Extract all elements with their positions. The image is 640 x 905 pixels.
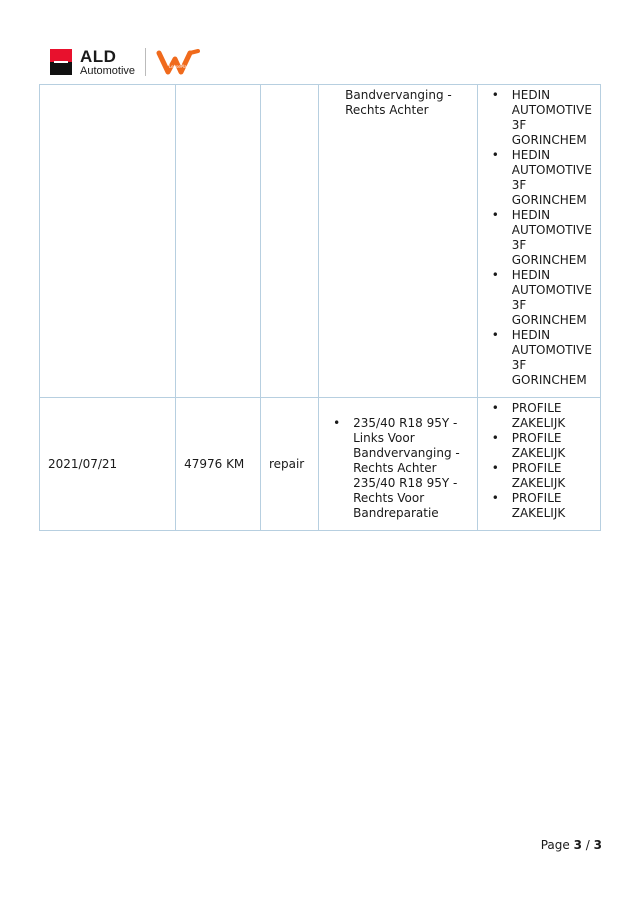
total-pages: 3	[593, 838, 602, 852]
maintenance-table	[39, 84, 601, 531]
mileage-cell: 47976 KM	[176, 398, 261, 531]
list-item: • HEDIN AUTOMOTIVE 3F GORINCHEM	[486, 328, 592, 388]
leaseplan-logo-icon	[156, 48, 202, 76]
brand-name: ALD	[80, 46, 117, 66]
brand-sub: Automotive	[80, 64, 136, 77]
header-logos	[50, 47, 202, 77]
list-item: • 235/40 R18 95Y - Links Voor Bandvervanging - Rechts Achter 235/40 R18 95Y - Rechts Voor Bandreparatie	[327, 416, 469, 521]
table-row	[40, 398, 601, 531]
list-item: • HEDIN AUTOMOTIVE 3F GORINCHEM	[486, 208, 592, 268]
date-cell: 2021/07/21	[40, 398, 176, 531]
mileage-cell	[176, 85, 261, 398]
supplier-cell	[477, 398, 600, 531]
logo-divider	[145, 48, 146, 76]
date-cell	[40, 85, 176, 398]
description-line: Bandvervanging -	[345, 88, 452, 102]
page-label: Page	[540, 838, 570, 852]
current-page: 3	[573, 838, 582, 852]
list-item: • HEDIN AUTOMOTIVE 3F GORINCHEM	[486, 268, 592, 328]
type-cell	[260, 85, 318, 398]
description-cell	[319, 85, 478, 398]
description-cell	[319, 398, 478, 531]
type-cell: repair	[260, 398, 318, 531]
page-separator: /	[585, 838, 590, 852]
list-item: • PROFILE ZAKELIJK	[486, 461, 592, 491]
list-item: • PROFILE ZAKELIJK	[486, 491, 592, 521]
partner-logo-text: LeasePlan	[168, 64, 190, 69]
ald-logo-icon	[50, 49, 72, 75]
list-item: • PROFILE ZAKELIJK	[486, 401, 592, 431]
description-line: Rechts Achter	[345, 103, 429, 117]
list-item: • PROFILE ZAKELIJK	[486, 431, 592, 461]
list-item: • HEDIN AUTOMOTIVE 3F GORINCHEM	[486, 88, 592, 148]
page-footer	[541, 838, 602, 852]
ald-brand-text	[80, 48, 135, 77]
supplier-cell	[477, 85, 600, 398]
table-row	[40, 85, 601, 398]
list-item: • HEDIN AUTOMOTIVE 3F GORINCHEM	[486, 148, 592, 208]
